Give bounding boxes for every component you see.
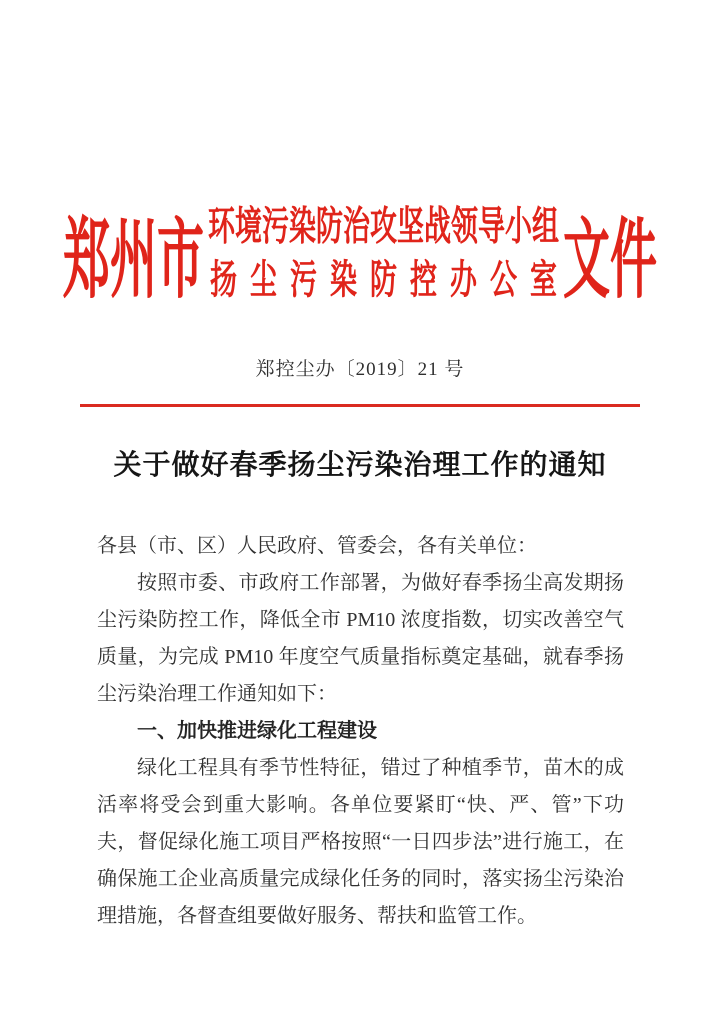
document-word-text: 文件 — [563, 213, 657, 310]
document-body — [97, 528, 624, 935]
section-heading-1: 一、加快推进绿化工程建设 — [137, 720, 377, 742]
issuer-group-line: 环境污染防治攻坚战领导小组 — [208, 204, 559, 249]
document-title: 关于做好春季扬尘污染治理工作的通知 — [113, 450, 607, 481]
body-paragraph-1: 按照市委、市政府工作部署，为做好春季扬尘高发期扬尘污染防控工作，降低全市 PM10 浓度指数，切实改善空气质量，为完成 PM10 年度空气质量指标奠定基础，就春季扬尘污染治理工作通知如下： — [97, 572, 624, 705]
issuer-office-block — [208, 200, 570, 307]
document-letterhead — [0, 193, 720, 313]
document-number: 郑控尘办〔2019〕21 号 — [255, 359, 465, 380]
body-paragraph-2: 绿化工程具有季节性特征，错过了种植季节，苗木的成活率将受会到重大影响。各单位要紧盯“快、严、管”下功夫，督促绿化施工项目严格按照“一日四步法”进行施工，在确保施工企业高质量完成绿化任务的同时，落实扬尘污染治理措施，各督查组要做好服务、帮扶和监管工作。 — [97, 757, 624, 927]
issuer-city-text: 郑州市 — [63, 213, 204, 310]
salutation-line: 各县（市、区）人民政府、管委会，各有关单位： — [97, 535, 537, 557]
red-divider-rule — [80, 404, 640, 407]
issuer-office-line: 扬尘污染防控办公室 — [210, 257, 570, 302]
